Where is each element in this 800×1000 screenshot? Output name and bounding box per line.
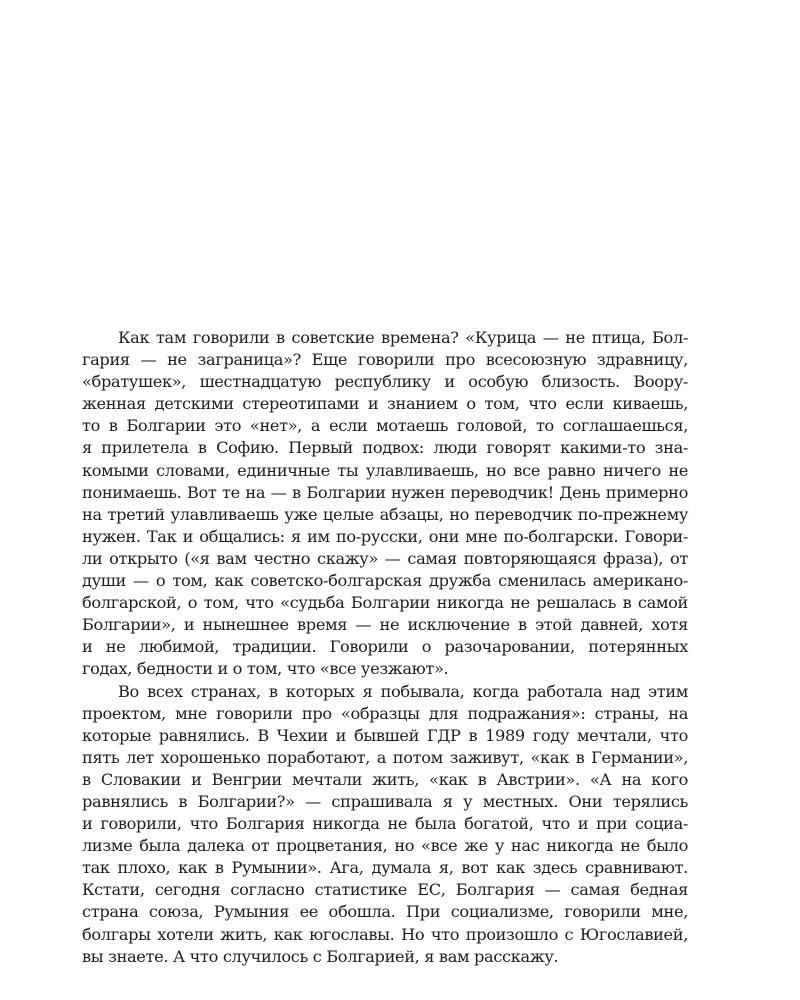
text-line: на третий улавливаешь уже целые абзацы, но переводчик по-прежнему	[82, 504, 688, 524]
text-line: болгары хотели жить, как югославы. Но что произошло с Югославией,	[82, 924, 688, 944]
text-line: так плохо, как в Румынии». Ага, думала я, вот как здесь сравнивают.	[82, 858, 688, 878]
text-line: души — о том, как советско-болгарская дружба сменилась американо-	[82, 571, 688, 591]
text-line: лизме была далека от процветания, но «все же у нас никогда не было	[82, 836, 688, 856]
text-line: в Словакии и Венгрии мечтали жить, «как в Австрии». «А на кого	[82, 769, 688, 789]
text-line: проектом, мне говорили про «образцы для подражания»: страны, на	[82, 703, 688, 723]
text-line: равнялись в Болгарии?» — спрашивала я у местных. Они терялись	[82, 791, 688, 811]
text-line: вы знаете. А что случилось с Болгарией, я вам расскажу.	[82, 946, 559, 966]
text-line: то в Болгарии это «нет», а если мотаешь головой, то соглашаешься,	[82, 416, 688, 436]
text-line: ли открыто («я вам честно скажу» — самая повторяющаяся фраза), от	[82, 548, 688, 568]
text-line: нужен. Так и общались: я им по-русски, они мне по-болгарски. Говори-	[82, 526, 688, 546]
text-line: понимаешь. Вот те на — в Болгарии нужен переводчик! День примерно	[82, 482, 688, 502]
text-line: «братушек», шестнадцатую республику и особую близость. Воору-	[82, 372, 688, 392]
text-line: страна союза, Румыния ее обошла. При социализме, говорили мне,	[82, 902, 688, 922]
text-line: и не любимой, традиции. Говорили о разочаровании, потерянных	[82, 637, 688, 657]
text-line: женная детскими стереотипами и знанием о том, что если киваешь,	[82, 394, 688, 414]
body-text	[82, 327, 688, 968]
text-line: годах, бедности и о том, что «все уезжают».	[82, 659, 449, 679]
text-line: пять лет хорошенько поработают, а потом заживут, «как в Германии»,	[82, 747, 688, 767]
text-line: гария — не заграница»? Еще говорили про всесоюзную здравницу,	[82, 350, 688, 370]
text-line: Болгарии», и нынешнее время — не исключение в этой давней, хотя	[82, 615, 688, 635]
text-line: я прилетела в Софию. Первый подвох: люди говорят какими-то зна-	[82, 438, 688, 458]
text-line: болгарской, о том, что «судьба Болгарии никогда не решалась в самой	[82, 593, 688, 613]
text-line: Во всех странах, в которых я побывала, когда работала над этим	[118, 681, 688, 701]
text-line: Как там говорили в советские времена? «Курица — не птица, Бол-	[118, 328, 688, 347]
text-line: комыми словами, единичные ты улавливаешь, но все равно ничего не	[82, 460, 688, 480]
text-line: Кстати, сегодня согласно статистике ЕС, Болгария — самая бедная	[82, 880, 688, 900]
text-line: которые равнялись. В Чехии и бывшей ГДР в 1989 году мечтали, что	[82, 725, 688, 745]
text-line: и говорили, что Болгария никогда не была богатой, что и при социа-	[82, 814, 688, 834]
